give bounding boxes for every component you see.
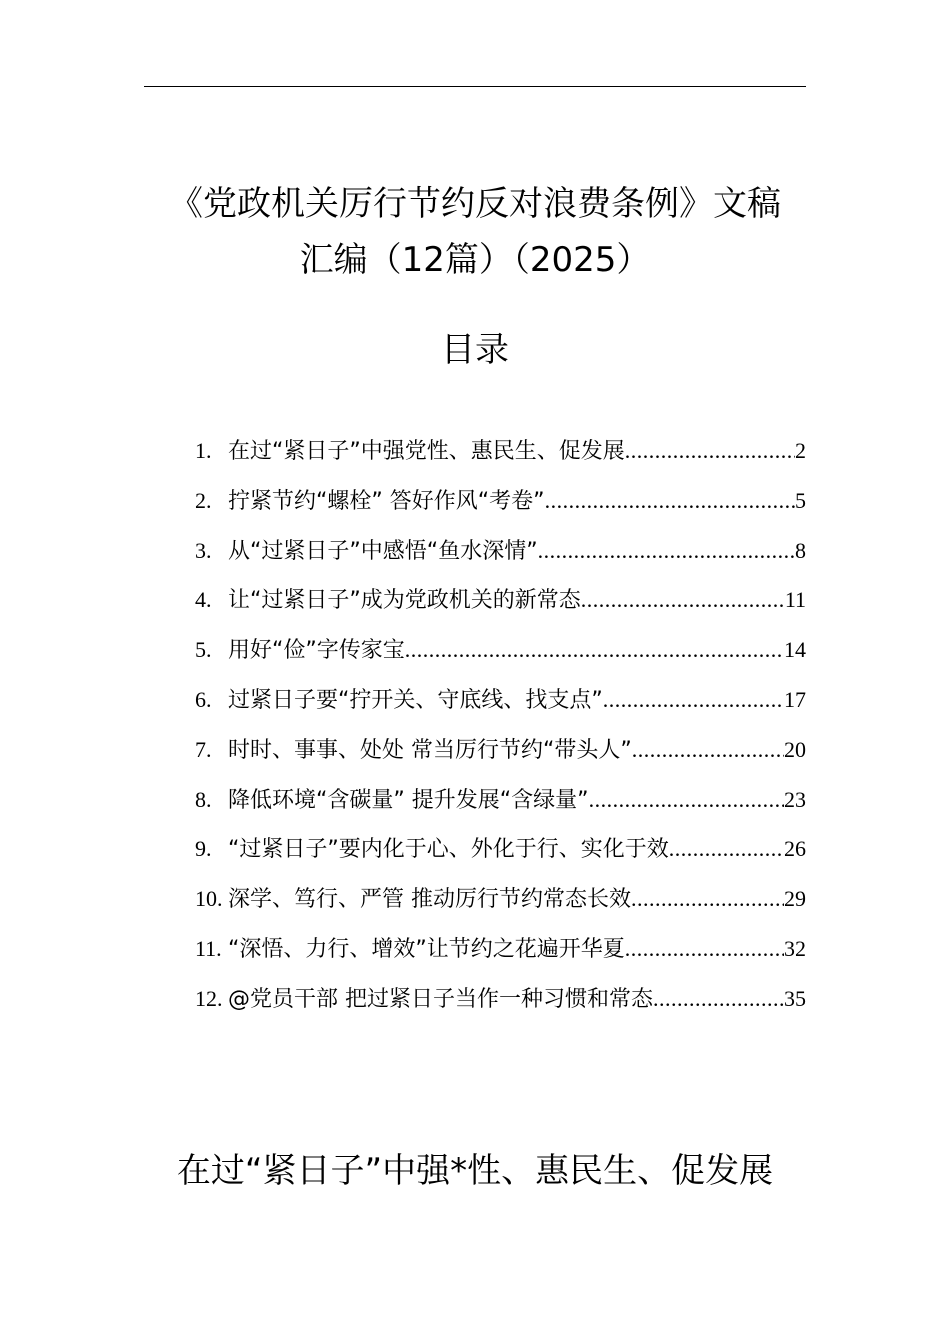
toc-entry-title: 降低环境“含碳量” 提升发展“含绿量” bbox=[228, 787, 589, 813]
toc-entry-number: 8. bbox=[195, 786, 212, 812]
toc-entry-number: 11. bbox=[195, 935, 222, 961]
section-heading: 在过“紧日子”中强*性、惠民生、促发展 bbox=[176, 1151, 774, 1191]
table-of-contents bbox=[195, 426, 806, 1024]
toc-dot-leader bbox=[632, 725, 784, 775]
toc-entry-number: 10. bbox=[195, 886, 223, 912]
toc-entry-page: 14 bbox=[784, 637, 806, 663]
toc-entry-title: 深学、笃行、严管 推动厉行节约常态长效 bbox=[228, 887, 631, 913]
toc-dot-leader bbox=[545, 476, 795, 526]
toc-entry-title: 从“过紧日子”中感悟“鱼水深情” bbox=[228, 538, 538, 564]
toc-entry-page: 17 bbox=[784, 686, 806, 712]
toc-entry-page: 8 bbox=[795, 537, 806, 563]
toc-entry-9[interactable] bbox=[195, 824, 806, 874]
toc-entry-8[interactable] bbox=[195, 775, 806, 825]
toc-entry-number: 3. bbox=[195, 537, 212, 563]
toc-entry-page: 2 bbox=[795, 438, 806, 463]
header-rule bbox=[144, 86, 806, 87]
toc-heading: 目录 bbox=[441, 330, 509, 370]
toc-entry-2[interactable] bbox=[195, 476, 806, 526]
toc-entry-number: 1. bbox=[195, 438, 212, 463]
toc-entry-number: 4. bbox=[195, 587, 212, 613]
toc-dot-leader bbox=[653, 974, 784, 1024]
toc-entry-page: 32 bbox=[784, 935, 806, 961]
toc-entry-title: 用好“俭”字传家宝 bbox=[228, 638, 405, 664]
toc-entry-6[interactable] bbox=[195, 675, 806, 725]
toc-entry-number: 12. bbox=[195, 985, 223, 1011]
toc-dot-leader bbox=[625, 924, 784, 974]
toc-dot-leader bbox=[589, 775, 784, 825]
toc-entry-page: 35 bbox=[784, 985, 806, 1011]
toc-entry-3[interactable] bbox=[195, 526, 806, 576]
toc-entry-10[interactable] bbox=[195, 874, 806, 924]
toc-dot-leader bbox=[669, 824, 784, 874]
toc-entry-page: 26 bbox=[784, 836, 806, 862]
toc-entry-11[interactable] bbox=[195, 924, 806, 974]
toc-entry-page: 29 bbox=[784, 886, 806, 912]
toc-dot-leader bbox=[631, 874, 784, 924]
toc-entry-title: 让“过紧日子”成为党政机关的新常态 bbox=[228, 588, 581, 614]
toc-entry-page: 5 bbox=[795, 487, 806, 513]
document-title-line-2: 汇编（12篇）（2025） bbox=[299, 240, 651, 280]
toc-entry-number: 7. bbox=[195, 736, 212, 762]
toc-entry-4[interactable] bbox=[195, 575, 806, 625]
toc-entry-number: 5. bbox=[195, 637, 212, 663]
toc-dot-leader bbox=[581, 575, 785, 625]
toc-entry-5[interactable] bbox=[195, 625, 806, 675]
toc-entry-title: 时时、事事、处处 常当厉行节约“带头人” bbox=[228, 737, 632, 763]
toc-entry-page: 20 bbox=[784, 736, 806, 762]
toc-entry-title: @党员干部 把过紧日子当作一种习惯和常态 bbox=[228, 986, 653, 1012]
toc-dot-leader bbox=[625, 426, 795, 476]
toc-entry-page: 23 bbox=[784, 786, 806, 812]
toc-entry-number: 2. bbox=[195, 487, 212, 513]
toc-entry-12[interactable] bbox=[195, 974, 806, 1024]
toc-entry-title: 在过“紧日子”中强党性、惠民生、促发展 bbox=[228, 439, 625, 464]
toc-entry-title: “过紧日子”要内化于心、外化于行、实化于效 bbox=[228, 837, 669, 863]
toc-dot-leader bbox=[603, 675, 784, 725]
toc-entry-title: 过紧日子要“拧开关、守底线、找支点” bbox=[228, 687, 603, 713]
toc-dot-leader bbox=[405, 625, 784, 675]
toc-entry-title: 拧紧节约“螺栓” 答好作风“考卷” bbox=[228, 488, 545, 514]
toc-entry-1[interactable] bbox=[195, 426, 806, 476]
document-title bbox=[120, 176, 830, 288]
toc-entry-title: “深悟、力行、增效”让节约之花遍开华夏 bbox=[228, 936, 625, 962]
toc-entry-number: 6. bbox=[195, 686, 212, 712]
toc-entry-page: 11 bbox=[784, 587, 806, 613]
toc-entry-number: 9. bbox=[195, 836, 212, 862]
toc-dot-leader bbox=[538, 526, 795, 576]
toc-entry-7[interactable] bbox=[195, 725, 806, 775]
document-title-line-1: 《党政机关厉行节约反对浪费条例》文稿 bbox=[169, 184, 781, 224]
